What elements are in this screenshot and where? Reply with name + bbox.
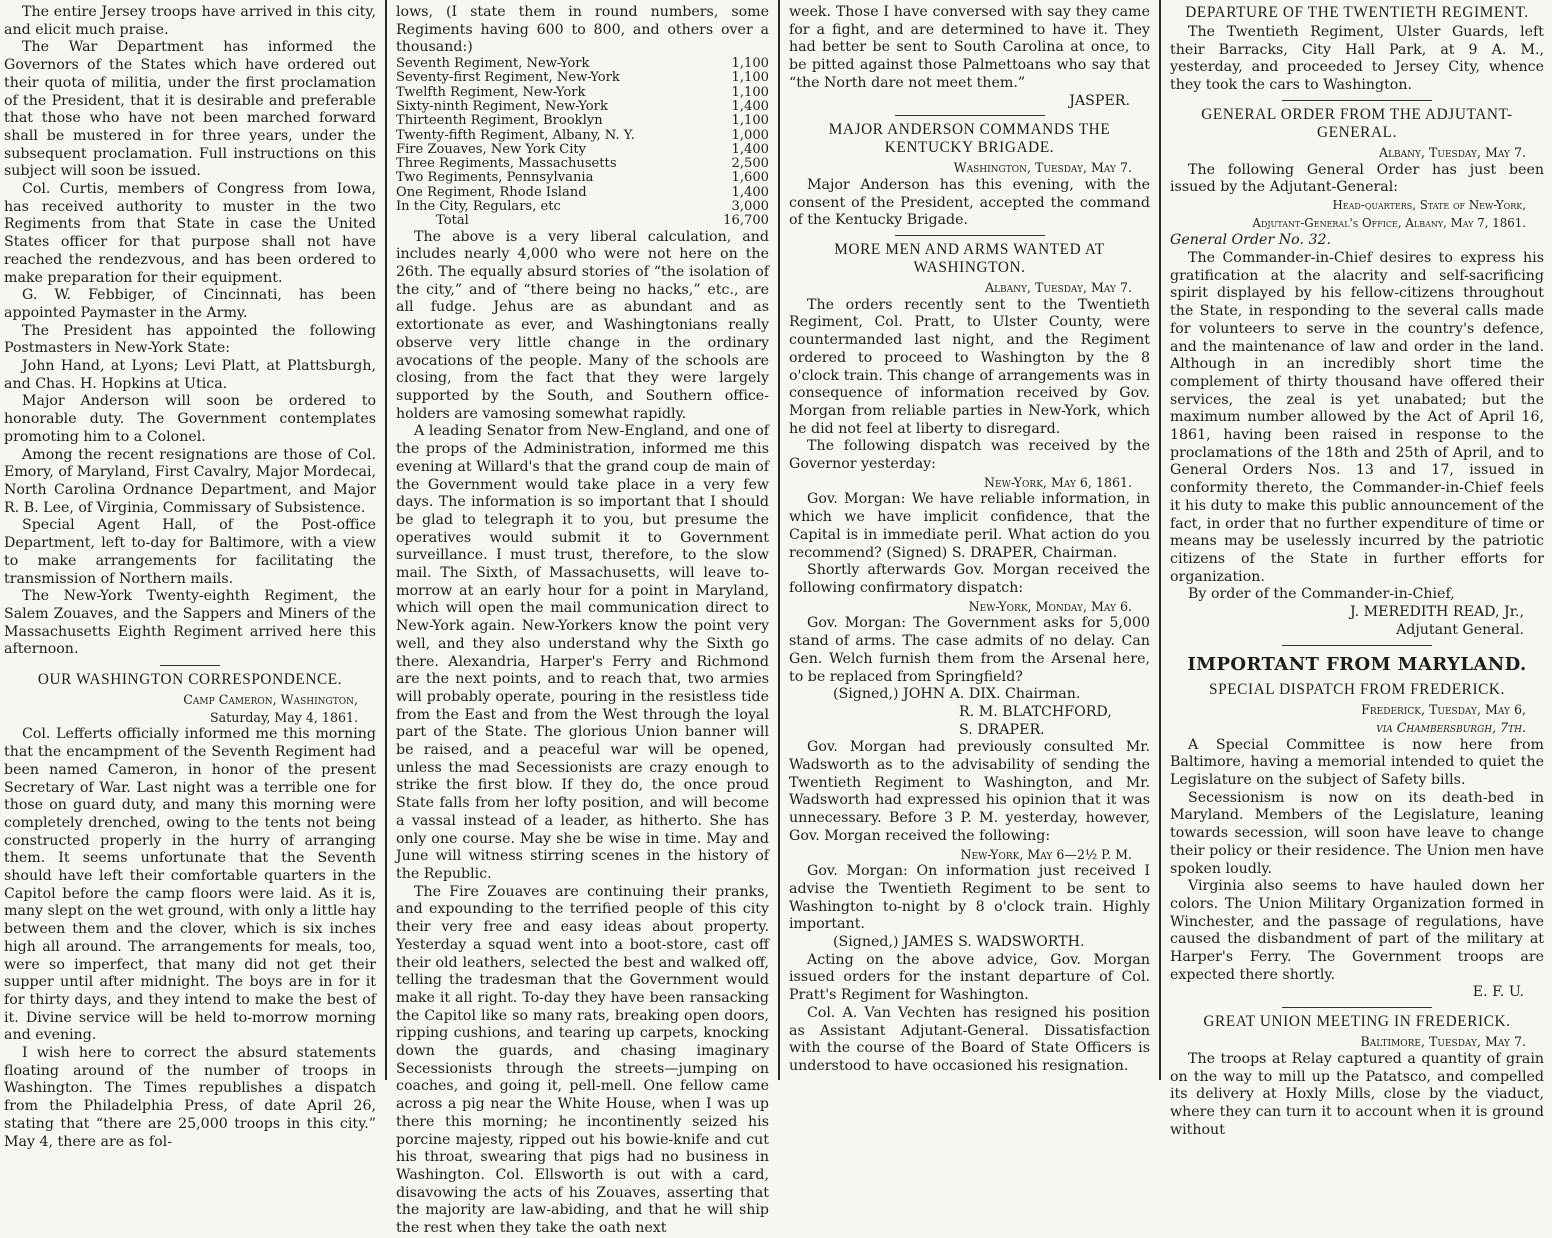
column-2 [386,0,779,1237]
dateline: Frederick, Tuesday, May 6, [1361,702,1526,718]
paragraph: The President has appointed the following Postmasters in New-York State: [4,322,376,357]
table-row [396,100,769,114]
dateline: via Chambersburgh, 7th. [1376,719,1526,735]
table-row [396,200,769,214]
paragraph: The Fire Zouaves are continuing their pranks, and expounding to the terrified people of this city their very free and easy ideas about property. Yesterday a squad went into a boot-store, cast off their old leathers, selected the best and walked off, telling the tradesman that the Government would make it all right. To-day they have been ransacking the Capitol like so many rats, breaking open doors, ripping cushions, and tearing up carpets, knocking down the guards, and chasing imaginary Secessionists through the streets—jumping on coaches, and going it, pell-mell. One fellow came across a pig near the White House, when I was up there this morning; he incontinently seized his porcine majesty, ripped out his bowie-knife and cut his throat, swearing that pigs had no business in Washington. Col. Ellsworth is out with a card, disavowing the acts of his Zouaves, asserting that the majority are law-abiding, and that he will ship the rest when they take the oath next [396,883,769,1237]
table-cell-value: 1,600 [731,170,769,186]
dateline: Saturday, May 4, 1861. [210,709,358,725]
paragraph: Major Anderson has this evening, with the consent of the President, accepted the command of the Kentucky Brigade. [789,176,1150,229]
dateline: Camp Cameron, Washington, [183,692,358,708]
order-header: Adjutant-General's Office, Albany, May 7, 1861. [1252,215,1526,230]
paragraph: I wish here to correct the absurd statements floating around of the number of troops in Washington. The Times republishes a dispatch from the Philadelphia Press, of date April 26, stating that “there are 25,000 troops in this city.” May 4, there are as fol- [4,1045,376,1150]
signature: (Signed,) JOHN A. DIX. Chairman. [833,686,1081,703]
headline: MAJOR ANDERSON COMMANDS THE KENTUCKY BRIGADE. [828,121,1111,157]
paragraph: The War Department has informed the Governors of the States which have ordered out their quota of militia, under the first proclamation of the President, that it is desirable and preferable that those who have not been marched forward shall be mustered in for three years, under the subsequent proclamation. Full instructions on this subject will soon be issued. [4,39,376,180]
signature-title: Adjutant General. [1396,621,1524,638]
paragraph: The Commander-in-Chief desires to express his gratification at the alacrity and self-sacrificing spirit displayed by his fellow-citizens throughout the State, in responding to the several calls made for volunteers to serve in the country's defence, and the maintenance of law and order in the land. Although in an incredibly short time the complement of thirty thousand have offered their services, the zeal is yet unabated; but the maximum number allowed by the Act of April 16, 1861, having been raised in response to the proclamations of the 18th and 25th of April, and to General Orders Nos. 13 and 17, issued in conformity thereto, the Commander-in-Chief feels it his duty to make this public announcement of the fact, in order that no further expenditure of time or means may be uselessly incurred by the patriotic citizens of the State in further efforts for organization. [1170,250,1544,585]
signature: JASPER. [1069,92,1130,109]
paragraph: Gov. Morgan had previously consulted Mr. Wadsworth as to the advisability of sending the Twentieth Regiment to Washington, and Mr. Wadsworth had expressed his opinion that it was unnecessary. Before 3 P. M. yesterday, however, Gov. Morgan received the following: [789,739,1150,844]
table-cell-label: Twenty-fifth Regiment, Albany, N. Y. [396,127,635,143]
section-divider [895,115,1045,116]
table-row [396,186,769,200]
table-cell-value: 1,100 [731,84,769,100]
signature: J. MEREDITH READ, Jr., [1350,604,1524,621]
troop-table [396,57,769,214]
signature: S. DRAPER. [959,721,1045,738]
paragraph: Among the recent resignations are those of Col. Emory, of Maryland, First Cavalry, Major Mordecai, North Carolina Ordnance Department, and Major R. B. Lee, of Virginia, Commissary of Subsistence. [4,446,376,516]
signature: R. M. BLATCHFORD, [959,703,1112,720]
headline: OUR WASHINGTON CORRESPONDENCE. [37,671,343,689]
section-divider [1282,645,1432,646]
table-cell-label: In the City, Regulars, etc [396,199,561,215]
table-cell-label: Seventy-first Regiment, New-York [396,70,620,86]
major-headline: IMPORTANT FROM MARYLAND. [1187,653,1527,675]
table-row [396,57,769,71]
section-divider [895,235,1045,236]
column-3 [779,0,1160,1080]
column-4 [1160,0,1552,1138]
table-cell-label: Seventh Regiment, New-York [396,56,590,72]
paragraph: The New-York Twenty-eighth Regiment, the Salem Zouaves, and the Sappers and Miners of the Massachusetts Eighth Regiment arrived here this afternoon. [4,588,376,658]
paragraph: Col. A. Van Vechten has resigned his position as Assistant Adjutant-General. Dissatisfaction with the course of the Board of State Officers is understood to have occasioned his resignation. [789,1004,1150,1074]
paragraph: The troops at Relay captured a quantity of grain on the way to mill up the Patatsco, and compelled its delivery at Hoxly Mills, close by the viaduct, where they can turn it to account when it is ground without [1170,1050,1544,1138]
table-cell-value: 1,400 [731,184,769,200]
dateline: New-York, Monday, May 6. [968,598,1132,614]
paragraph: The Twentieth Regiment, Ulster Guards, left their Barracks, City Hall Park, at 9 A. M., yesterday, and proceeded to Jersey City, whence they took the cars to Washington. [1170,24,1544,94]
paragraph: The following dispatch was received by the Governor yesterday: [789,438,1150,473]
dateline: New-York, May 6—2½ P. M. [960,846,1132,862]
table-cell-value: 3,000 [731,199,769,215]
paragraph: A Special Committee is now here from Baltimore, having a memorial intended to quiet the Legislature on the subject of Safety bills. [1170,736,1544,789]
section-divider [1282,1007,1432,1008]
table-row [396,129,769,143]
dateline: Albany, Tuesday, May 7. [984,280,1132,296]
section-divider [160,665,220,666]
paragraph: Gov. Morgan: On information just received I advise the Twentieth Regiment to be sent to Washington to-night by 8 o'clock train. Highly important. [789,863,1150,933]
headline: GENERAL ORDER FROM THE ADJUTANT-GENERAL. [1201,105,1513,141]
section-divider [1282,100,1432,101]
paragraph: Col. Curtis, members of Congress from Iowa, has received authority to muster in the two Regiments from that State in case the United States officer for that purpose shall not have reached the rendezvous, and has been ordered to make preparation for their equipment. [4,181,376,286]
paragraph: Virginia also seems to have hauled down her colors. The Union Military Organization formed in Winchester, and the passage of regulations, have caused the disbandment of part of the military at Harper's Ferry. The Government troops are expected there shortly. [1170,878,1544,983]
headline: DEPARTURE OF THE TWENTIETH REGIMENT. [1185,4,1529,21]
table-cell-value: 1,100 [731,113,769,129]
paragraph: week. Those I have conversed with say they came for a fight, and are determined to have it. They had better be sent to South Carolina at once, to be pitted against those Palmettoans who say that “the North dare not meet them.” [789,4,1150,91]
table-cell-value: 2,500 [731,156,769,172]
paragraph: Special Agent Hall, of the Post-office Department, left to-day for Baltimore, with a view to make arrangements for facilitating the transmission of Northern mails. [4,517,376,587]
table-cell-label: Three Regiments, Massachusetts [396,156,617,172]
dateline: New-York, May 6, 1861. [984,474,1132,490]
table-cell-label: Thirteenth Regiment, Brooklyn [396,113,603,129]
table-cell-value: 1,400 [731,99,769,114]
table-row [396,71,769,85]
paragraph: The above is a very liberal calculation, and includes nearly 4,000 who were not here on the 26th. The equally absurd stories of “the isolation of the city,” and of “there being no hacks,” etc., are all fudge. Jehus are as abundant and as extortionate as ever, and Washingtonians really observe very little change in the ordinary avocations of the people. Many of the schools are closing, from the fact that they were largely supported by the South, and Southern office-holders are vamosing somewhat rapidly. [396,228,769,422]
headline: SPECIAL DISPATCH FROM FREDERICK. [1208,681,1506,699]
headline: GREAT UNION MEETING IN FREDERICK. [1203,1013,1511,1031]
paragraph: The following General Order has just been issued by the Adjutant-General: [1170,161,1544,196]
order-number: General Order No. 32. [1170,232,1332,249]
table-cell-label: Fire Zouaves, New York City [396,141,587,157]
dateline: Albany, Tuesday, May 7. [1378,144,1526,160]
paragraph: Major Anderson will soon be ordered to honorable duty. The Government contemplates promoting him to a Colonel. [4,393,376,445]
table-cell-value: 1,400 [731,141,769,157]
paragraph: John Hand, at Lyons; Levi Platt, at Plattsburgh, and Chas. H. Hopkins at Utica. [4,358,376,392]
signature: (Signed,) JAMES S. WADSWORTH. [833,934,1085,951]
table-total-row [396,214,769,228]
paragraph: Gov. Morgan: We have reliable information, in which we have implicit confidence, that the Capital is in immediate peril. What action do you recommend? (Signed) S. DRAPER, Chairman. [789,491,1150,561]
paragraph: By order of the Commander-in-Chief, [1188,586,1455,603]
table-cell-value: 1,000 [731,127,769,143]
table-cell-label: One Regiment, Rhode Island [396,184,587,200]
table-row [396,114,769,128]
dateline: Washington, Tuesday, May 7. [953,160,1132,176]
headline: MORE MEN AND ARMS WANTED AT WASHINGTON. [834,241,1105,277]
total-value: 16,700 [723,213,769,229]
total-label: Total [436,213,469,229]
paragraph: The entire Jersey troops have arrived in this city, and elicit much praise. [4,4,376,38]
table-cell-label: Twelfth Regiment, New-York [396,84,586,100]
paragraph: The orders recently sent to the Twentieth Regiment, Col. Pratt, to Ulster County, were countermanded last night, and the Regiment ordered to proceed to Washington by the 8 o'clock train. This change of arrangements was in consequence of information received by Gov. Morgan from reliable parties in New-York, which he did not feel at liberty to disregard. [789,296,1150,437]
order-header: Head-quarters, State of New-York, [1332,197,1526,212]
paragraph: Acting on the above advice, Gov. Morgan issued orders for the instant departure of Col. Pratt's Regiment for Washington. [789,951,1150,1004]
table-cell-label: Sixty-ninth Regiment, New-York [396,99,608,114]
table-row [396,157,769,171]
paragraph: lows, (I state them in round numbers, some Regiments having 600 to 800, and others over a thousand:) [396,4,769,56]
table-cell-value: 1,100 [731,70,769,86]
paragraph: Col. Lefferts officially informed me this morning that the encampment of the Seventh Regiment had been named Cameron, in honor of the present Secretary of War. Last night was a terrible one for those on guard duty, and many this morning were completely drenched, owing to the tents not being constructed properly in the hurry of arranging them. It seems unfortunate that the Seventh should have left their comfortable quarters in the Capitol before the camp floors were laid. As it is, many slept on the wet ground, with only a little hay between them and the clover, which is six inches high all around. The arrangements for meals, too, were so imperfect, that many did not get their supper until after midnight. The boys are in for it for thirty days, and they intend to make the best of it. Divine service will be held to-morrow morning and evening. [4,726,376,1044]
table-cell-value: 1,100 [731,56,769,72]
paragraph: Secessionism is now on its death-bed in Maryland. Members of the Legislature, leaning towards secession, will soon have leave to change their policy or their residence. The Union men have spoken loudly. [1170,789,1544,877]
paragraph: A leading Senator from New-England, and one of the props of the Administration, informed me this evening at Willard's that the grand coup de main of the Government would take place in a very few days. The information is so important that I should be glad to telegraph it to you, but presume the operatives would submit it to Government surveillance. I must trust, therefore, to the slow mail. The Sixth, of Massachusetts, will leave to-morrow at an early hour for a point in Maryland, which will open the mail communication direct to New-York again. New-Yorkers know the point very well, and they also understand why the Sixth go there. Alexandria, Harper's Ferry and Richmond are the next points, and to reach that, two armies will probably operate, pouring in the resistless tide from the East and from the West through the loyal part of the State. The glorious Union banner will be raised, and a peaceful war will be opened, unless the mad Secessionists are crazy enough to strike the first blow. If they do, the once proud State falls from her lofty position, and will become a vassal instead of a leader, as hitherto. She has only one course. May she be wise in time. May and June will witness stirring scenes in the history of the Republic. [396,423,769,882]
table-row [396,143,769,157]
signature: E. F. U. [1472,984,1524,1001]
table-row [396,86,769,100]
column-1 [0,0,386,1150]
paragraph: Gov. Morgan: The Government asks for 5,000 stand of arms. The case admits of no delay. Can Gen. Welch furnish them from the Arsenal here, to be replaced from Springfield? [789,615,1150,685]
paragraph: Shortly afterwards Gov. Morgan received the following confirmatory dispatch: [789,562,1150,596]
paragraph: G. W. Febbiger, of Cincinnati, has been appointed Paymaster in the Army. [4,287,376,321]
table-cell-label: Two Regiments, Pennsylvania [396,170,594,186]
dateline: Baltimore, Tuesday, May 7. [1360,1034,1526,1050]
table-row [396,171,769,185]
